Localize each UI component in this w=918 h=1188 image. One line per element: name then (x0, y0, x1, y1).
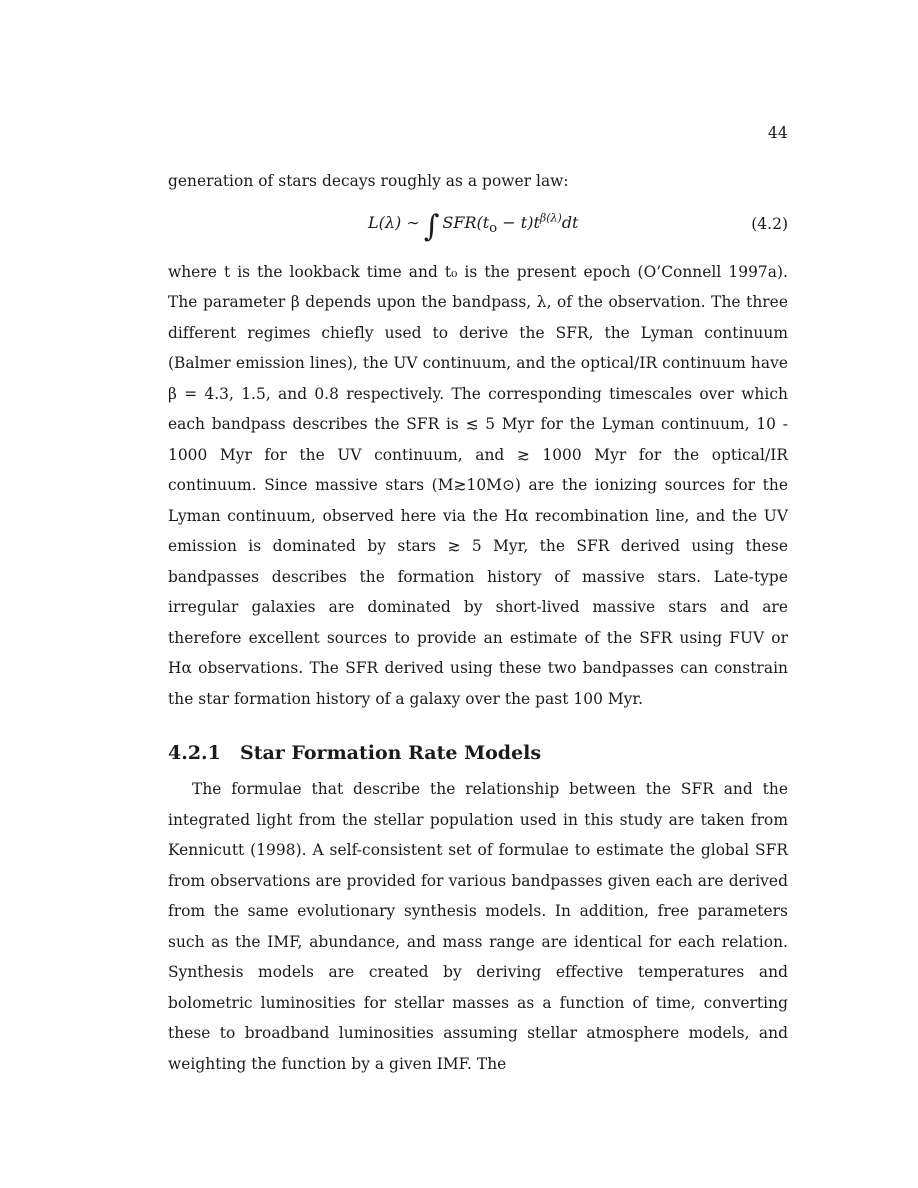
equation-body (368, 209, 578, 244)
section-heading (168, 742, 788, 764)
paragraph-2: The formulae that describe the relationship between the SFR and the integrated light from the stellar population used in this study are taken from Kennicutt (1998). A self-consistent set of formulae to estimate the global SFR from observations are provided for various bandpasses given each are derived from the same evolutionary synthesis models. In addition, free parameters such as the IMF, abundance, and mass range are identical for each relation. Synthesis models are created by deriving effective temperatures and bolometric luminosities for stellar masses as a function of time, converting these to broadband luminosities assuming stellar atmosphere models, and weighting the function by a given IMF. The (168, 780, 788, 1073)
equation-rhs-sub: o (489, 220, 498, 236)
text-block (168, 166, 788, 1079)
equation-rhs-main: SFR(t (442, 212, 490, 232)
equation-rhs-end: dt (561, 212, 579, 232)
equation-rhs-sup: β(λ) (539, 211, 562, 225)
integral-symbol: ∫ (423, 208, 440, 244)
equation-lhs: L(λ) ∼ (368, 212, 420, 232)
paragraph-intro: generation of stars decays roughly as a power law: (168, 172, 569, 190)
paragraph-1: where t is the lookback time and t₀ is the present epoch (O’Connell 1997a). The parameter β depends upon the bandpass, λ, of the observation. The three different regimes chiefly used to derive the SFR, the Lyman continuum (Balmer emission lines), the UV continuum, and the optical/IR continuum have β = 4.3, 1.5, and 0.8 respectively. The corresponding timescales over which each bandpass describes the SFR is ≲ 5 Myr for the Lyman continuum, 10 - 1000 Myr for the UV continuum, and ≳ 1000 Myr for the optical/IR continuum. Since massive stars (M≳10M⊙) are the ionizing sources for the Lyman continuum, observed here via the Hα recombination line, and the UV emission is dominated by stars ≳ 5 Myr, the SFR derived using these bandpasses describes the formation history of massive stars. Late-type irregular galaxies are dominated by short-lived massive stars and are therefore excellent sources to provide an estimate of the SFR using FUV or Hα observations. The SFR derived using these two bandpasses can constrain the star formation history of a galaxy over the past 100 Myr. (168, 262, 788, 708)
equation-number: (4.2) (751, 214, 788, 233)
section-title: Star Formation Rate Models (240, 742, 542, 764)
section-number: 4.2.1 (168, 742, 221, 764)
page-number: 44 (767, 124, 788, 142)
equation-4-2 (168, 201, 788, 251)
equation-rhs-mid: − t)t (497, 212, 540, 232)
